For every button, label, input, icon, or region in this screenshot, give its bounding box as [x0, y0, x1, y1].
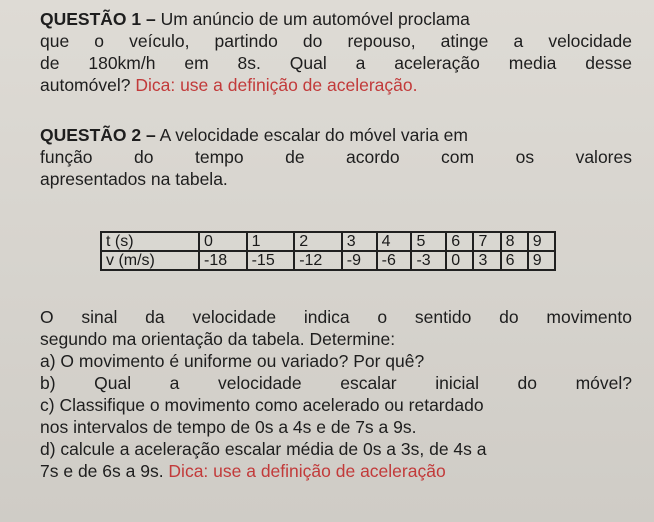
question-1-line-1: QUESTÃO 1 – Um anúncio de um automóvel proclama [40, 9, 470, 29]
table-cell: -6 [377, 251, 412, 270]
table-cell: -3 [411, 251, 446, 270]
table-cell: -9 [342, 251, 377, 270]
table-row [101, 232, 555, 251]
item-d-line-1: d) calcule a aceleração escalar média de 0s a 3s, de 4s a [40, 439, 487, 459]
question-2-label: QUESTÃO 2 – [40, 125, 156, 145]
table-cell: -18 [199, 251, 247, 270]
table-row-header: t (s) [101, 232, 199, 251]
question-1-line-3: de 180km/h em 8s. Qual a aceleração media desse [40, 53, 632, 73]
velocity-time-table [100, 231, 556, 271]
table-cell: 7 [473, 232, 500, 251]
question-2-line-3: apresentados na tabela. [40, 169, 228, 189]
item-c-line-1: c) Classifique o movimento como acelerado ou retardado [40, 395, 484, 415]
question-1-line-2: que o veículo, partindo do repouso, atinge a velocidade [40, 31, 632, 51]
table-cell: 1 [247, 232, 295, 251]
table-cell: 2 [294, 232, 342, 251]
item-b: b) Qual a velocidade escalar inicial do móvel? [40, 373, 632, 393]
question-1 [40, 8, 632, 96]
table-cell: -15 [247, 251, 295, 270]
question-2 [40, 124, 632, 190]
table-row-header: v (m/s) [101, 251, 199, 270]
item-d-hint: Dica: use a definição de aceleração [168, 461, 446, 481]
item-d-line-2: 7s e de 6s a 9s. Dica: use a definição de aceleração [40, 461, 446, 481]
table-cell: 8 [501, 232, 528, 251]
question-2-body [40, 306, 632, 482]
table-cell: 6 [501, 251, 528, 270]
question-2-body-line-2: segundo ma orientação da tabela. Determine: [40, 329, 396, 349]
question-1-hint: Dica: use a definição de aceleração. [135, 75, 418, 95]
table-cell: 6 [446, 232, 473, 251]
table-cell: 3 [473, 251, 500, 270]
item-c-line-2: nos intervalos de tempo de 0s a 4s e de 7s a 9s. [40, 417, 417, 437]
table-cell: 9 [528, 232, 555, 251]
item-a: a) O movimento é uniforme ou variado? Por quê? [40, 351, 425, 371]
table-cell: 4 [377, 232, 412, 251]
question-1-line-4: automóvel? Dica: use a definição de aceleração. [40, 75, 418, 95]
question-2-line-2: função do tempo de acordo com os valores [40, 147, 632, 167]
table-cell: -12 [294, 251, 342, 270]
question-2-body-line-1: O sinal da velocidade indica o sentido do movimento [40, 307, 632, 327]
table-cell: 0 [446, 251, 473, 270]
question-2-line-1: QUESTÃO 2 – A velocidade escalar do móvel varia em [40, 125, 468, 145]
table-cell: 3 [342, 232, 377, 251]
table-cell: 5 [411, 232, 446, 251]
table-row [101, 251, 555, 270]
table-cell: 0 [199, 232, 247, 251]
question-1-label: QUESTÃO 1 – [40, 9, 156, 29]
table-cell: 9 [528, 251, 555, 270]
